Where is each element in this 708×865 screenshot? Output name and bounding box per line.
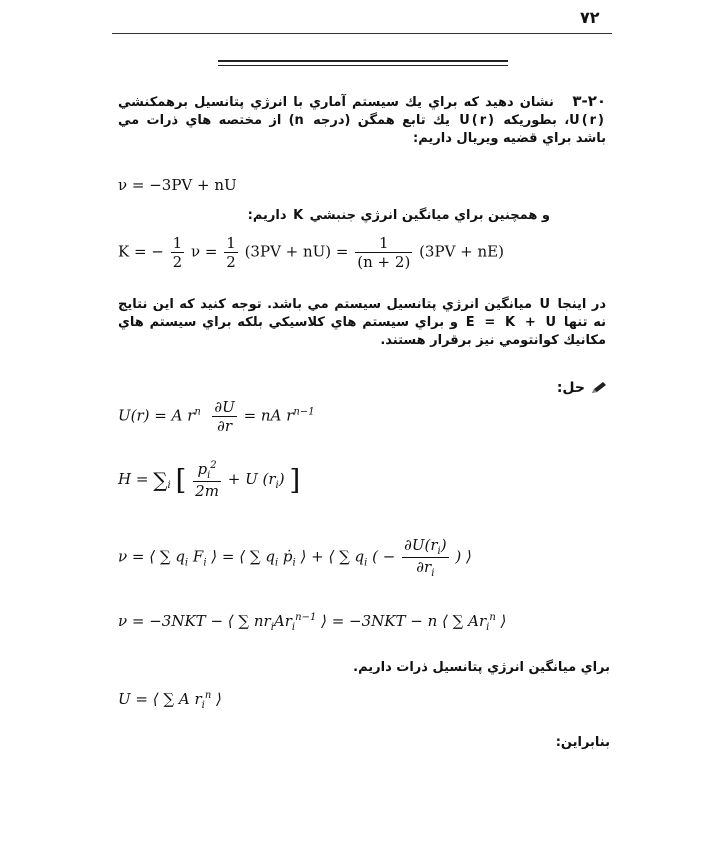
therefore-line: بنابراين: <box>555 735 610 750</box>
header-rule <box>112 33 612 34</box>
section-divider-bottom <box>218 65 508 66</box>
problem-number: ۳-۲۰ <box>572 92 607 110</box>
problem-text: نشان دهيد كه براي يك سيستم آماري با انرژي پتانسيل برهمكنشي U(r)، بطوريكه U(r) يك تابع همگن (درجه n) از مختصه هاي ذرات مي باشد براي قضيه ويريال داريم: <box>118 95 606 146</box>
explanation-paragraph: در اينجا U ميانگين انرژي پتانسيل سيستم مي باشد. توجه كنيد كه اين نتايج نه تنها E = K + U و براي سيستم هاي كلاسيكي بلكه براي سيستم هاي مكانيك كوانتومي نيز برقرار هستند. <box>118 297 606 348</box>
equation-2: K = − $\frac{1}{2}$ ν = $\frac{1}{2}$ (3PV + nU) = $\frac{1}{(n + 2)}$ (3PV + nE) <box>118 234 504 271</box>
equation-7: U = ⟨ ∑ A $r_i^n$ ⟩ <box>118 690 222 711</box>
problem-statement <box>118 92 606 148</box>
equation-1: ν = −3PV + nU <box>118 176 237 194</box>
pencil-icon <box>590 380 608 399</box>
solution-label: حل: <box>556 380 585 396</box>
potential-energy-line: براي ميانگين انرژي پتانسيل ذرات داريم. <box>353 660 610 675</box>
section-divider-top <box>218 60 508 62</box>
equation-6: ν = −3NKT − ⟨ ∑ $nr_iAr_i^{n-1}$ ⟩ = −3NKT − n ⟨ ∑ $Ar_i^n$ ⟩ <box>118 612 507 633</box>
equation-5-virial: ν = ⟨ ∑ $q_i$ $F_i$ ⟩ = ⟨ ∑ $q_i$ ṗ$_i$ ⟩ + ⟨ ∑ $q_i$ ( − $\frac{\partial U(r_i)}{\partial r_i}$ ) ⟩ <box>118 536 472 579</box>
page-number: ۷۲ <box>580 8 600 27</box>
kinetic-energy-line: و همچنين براي ميانگين انرژي جنبشي K داريم: <box>247 208 550 223</box>
equation-3: U(r) = A $r^n$ $\frac{\partial U}{\partial r}$ = nA $r^{n-1}$ <box>118 398 315 435</box>
equation-4-hamiltonian: $H = \sum_i$ [ $\frac{p_i^2}{2m}$ + U $(r_i)$ ] <box>118 460 301 500</box>
